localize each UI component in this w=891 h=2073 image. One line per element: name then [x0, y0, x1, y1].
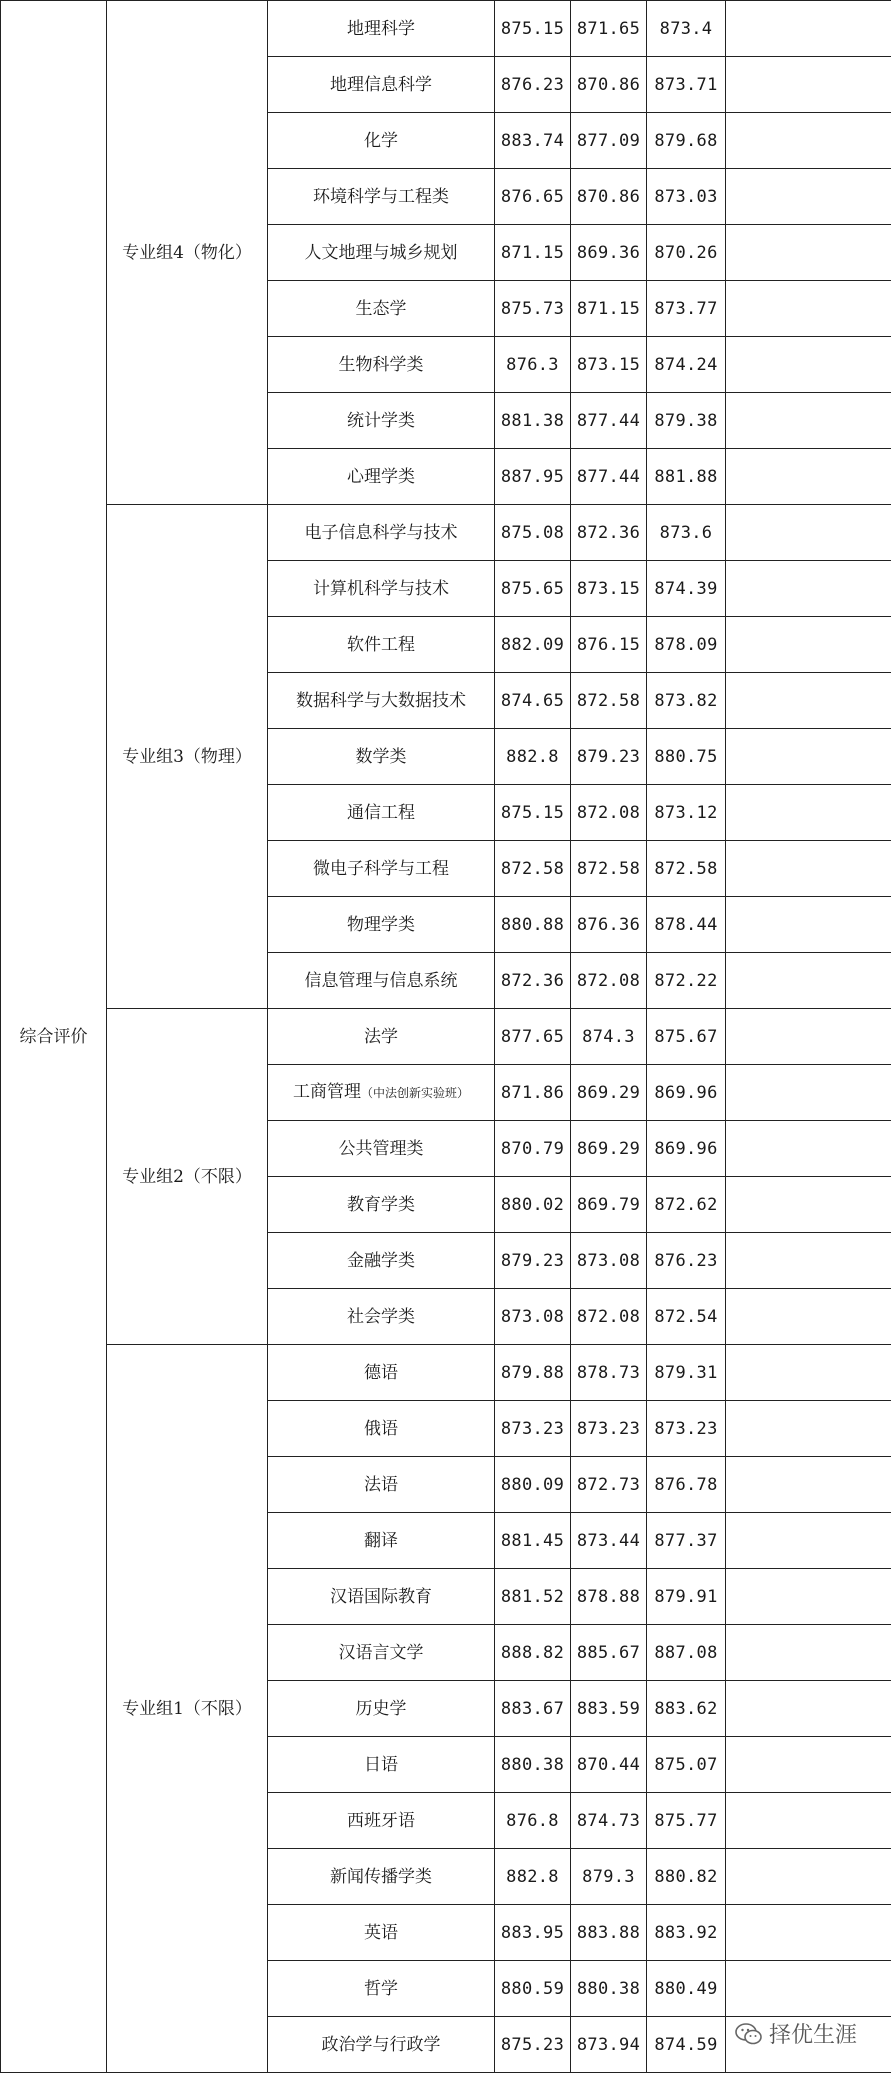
empty-cell: [726, 897, 891, 953]
score-cell-v1: 872.36: [495, 953, 571, 1009]
score-cell-v2: 872.08: [571, 785, 647, 841]
empty-cell: [726, 169, 891, 225]
major-cell: [268, 1905, 495, 1961]
empty-cell: [726, 785, 891, 841]
score-cell-v1: 887.95: [495, 449, 571, 505]
score-cell-v2: 872.08: [571, 953, 647, 1009]
score-cell-v2: 870.86: [571, 169, 647, 225]
empty-cell: [726, 617, 891, 673]
empty-cell: [726, 841, 891, 897]
major-cell: [268, 1401, 495, 1457]
major-cell: [268, 785, 495, 841]
score-cell-v3: 869.96: [647, 1121, 726, 1177]
empty-cell: [726, 1681, 891, 1737]
empty-cell: [726, 1625, 891, 1681]
major-cell: [268, 1681, 495, 1737]
score-cell-v3: 870.26: [647, 225, 726, 281]
major-cell: [268, 1961, 495, 2017]
score-cell-v3: 878.44: [647, 897, 726, 953]
score-cell-v1: 872.58: [495, 841, 571, 897]
empty-cell: [726, 1289, 891, 1345]
major-cell: [268, 1513, 495, 1569]
major-cell: [268, 2017, 495, 2073]
major-name: 汉语言文学: [338, 1642, 424, 1663]
major-name: 计算机科学与技术: [313, 578, 449, 599]
score-cell-v1: 875.15: [495, 785, 571, 841]
score-cell-v1: 879.88: [495, 1345, 571, 1401]
score-cell-v2: 873.44: [571, 1513, 647, 1569]
score-cell-v3: 879.31: [647, 1345, 726, 1401]
score-cell-v1: 876.23: [495, 57, 571, 113]
empty-cell: [726, 1177, 891, 1233]
group-cell: 专业组3（物理）: [107, 505, 268, 1009]
score-cell-v1: 882.8: [495, 729, 571, 785]
empty-cell: [726, 1849, 891, 1905]
major-name: 生态学: [355, 298, 407, 319]
major-name: 法学: [364, 1026, 398, 1047]
major-cell: [268, 281, 495, 337]
major-name: 电子信息科学与技术: [304, 522, 458, 543]
score-cell-v2: 872.36: [571, 505, 647, 561]
empty-cell: [726, 281, 891, 337]
score-cell-v1: 875.73: [495, 281, 571, 337]
major-cell: [268, 1625, 495, 1681]
score-cell-v2: 877.44: [571, 449, 647, 505]
score-cell-v3: 877.37: [647, 1513, 726, 1569]
score-cell-v1: 883.67: [495, 1681, 571, 1737]
major-name: 统计学类: [347, 410, 415, 431]
empty-cell: [726, 953, 891, 1009]
score-cell-v2: 871.65: [571, 1, 647, 57]
score-cell-v3: 872.22: [647, 953, 726, 1009]
category-cell: 综合评价: [1, 1, 107, 2073]
score-cell-v3: 874.24: [647, 337, 726, 393]
group-cell: 专业组2（不限）: [107, 1009, 268, 1345]
major-name: 数学类: [355, 746, 407, 767]
major-cell: [268, 1737, 495, 1793]
score-cell-v2: 883.88: [571, 1905, 647, 1961]
score-cell-v1: 871.15: [495, 225, 571, 281]
score-cell-v2: 877.44: [571, 393, 647, 449]
score-cell-v3: 872.62: [647, 1177, 726, 1233]
score-cell-v3: 878.09: [647, 617, 726, 673]
score-cell-v1: 875.65: [495, 561, 571, 617]
score-cell-v2: 872.73: [571, 1457, 647, 1513]
score-cell-v3: 874.59: [647, 2017, 726, 2073]
major-note: （中法创新实验班）: [360, 1086, 469, 1100]
major-cell: [268, 1793, 495, 1849]
major-cell: [268, 1569, 495, 1625]
score-cell-v1: 881.52: [495, 1569, 571, 1625]
score-cell-v2: 879.23: [571, 729, 647, 785]
major-cell: [268, 505, 495, 561]
empty-cell: [726, 1737, 891, 1793]
empty-cell: [726, 1, 891, 57]
empty-cell: [726, 673, 891, 729]
score-cell-v2: 876.36: [571, 897, 647, 953]
group-cell: 专业组4（物化）: [107, 1, 268, 505]
major-cell: [268, 1121, 495, 1177]
major-cell: [268, 1849, 495, 1905]
score-cell-v1: 870.79: [495, 1121, 571, 1177]
empty-cell: [726, 393, 891, 449]
major-name: 生物科学类: [338, 354, 424, 375]
group-cell: 专业组1（不限）: [107, 1345, 268, 2073]
major-name: 汉语国际教育: [330, 1586, 432, 1607]
score-cell-v1: 880.38: [495, 1737, 571, 1793]
major-cell: [268, 225, 495, 281]
score-cell-v3: 873.12: [647, 785, 726, 841]
major-cell: [268, 1177, 495, 1233]
empty-cell: [726, 1513, 891, 1569]
empty-cell: [726, 1121, 891, 1177]
major-name: 数据科学与大数据技术: [296, 690, 466, 711]
score-cell-v2: 879.3: [571, 1849, 647, 1905]
score-cell-v2: 872.08: [571, 1289, 647, 1345]
score-cell-v2: 869.29: [571, 1121, 647, 1177]
major-name: 哲学: [364, 1978, 398, 1999]
major-cell: [268, 1457, 495, 1513]
major-name: 公共管理类: [338, 1138, 424, 1159]
watermark: [735, 2018, 857, 2049]
major-name: 新闻传播学类: [330, 1866, 432, 1887]
major-name: 物理学类: [347, 914, 415, 935]
major-name: 金融学类: [347, 1250, 415, 1271]
score-cell-v3: 873.6: [647, 505, 726, 561]
score-cell-v3: 880.82: [647, 1849, 726, 1905]
major-cell: [268, 953, 495, 1009]
score-cell-v1: 873.23: [495, 1401, 571, 1457]
major-name: 俄语: [364, 1418, 398, 1439]
empty-cell: [726, 1905, 891, 1961]
score-cell-v3: 872.54: [647, 1289, 726, 1345]
watermark-text: 择优生涯: [768, 2023, 857, 2048]
major-cell: [268, 841, 495, 897]
table-row: [1, 1, 891, 57]
empty-cell: [726, 1457, 891, 1513]
score-cell-v3: 873.82: [647, 673, 726, 729]
score-cell-v2: 869.29: [571, 1065, 647, 1121]
score-cell-v2: 872.58: [571, 841, 647, 897]
major-name: 心理学类: [347, 466, 415, 487]
major-name: 微电子科学与工程: [313, 858, 449, 879]
major-name: 化学: [364, 130, 398, 151]
score-cell-v1: 882.09: [495, 617, 571, 673]
major-name: 环境科学与工程类: [313, 186, 449, 207]
empty-cell: [726, 1233, 891, 1289]
major-name: 法语: [364, 1474, 398, 1495]
wechat-icon: [735, 2022, 763, 2046]
major-name: 教育学类: [347, 1194, 415, 1215]
table-row: [1, 1009, 891, 1065]
score-cell-v1: 875.15: [495, 1, 571, 57]
empty-cell: [726, 1345, 891, 1401]
score-cell-v1: 882.8: [495, 1849, 571, 1905]
score-cell-v3: 876.23: [647, 1233, 726, 1289]
score-cell-v2: 885.67: [571, 1625, 647, 1681]
major-name: 翻译: [364, 1530, 398, 1551]
score-cell-v1: 881.45: [495, 1513, 571, 1569]
score-cell-v3: 883.92: [647, 1905, 726, 1961]
major-cell: [268, 1345, 495, 1401]
major-name: 历史学: [355, 1698, 407, 1719]
major-cell: [268, 57, 495, 113]
score-cell-v3: 873.4: [647, 1, 726, 57]
major-cell: [268, 1289, 495, 1345]
score-cell-v1: 876.8: [495, 1793, 571, 1849]
empty-cell: [726, 57, 891, 113]
major-name: 工商管理: [292, 1082, 361, 1102]
score-cell-v2: 872.58: [571, 673, 647, 729]
score-cell-v3: 873.77: [647, 281, 726, 337]
major-cell: [268, 673, 495, 729]
empty-cell: [726, 1961, 891, 2017]
score-cell-v1: 871.86: [495, 1065, 571, 1121]
empty-cell: [726, 1009, 891, 1065]
empty-cell: [726, 729, 891, 785]
score-cell-v1: 876.65: [495, 169, 571, 225]
score-cell-v1: 880.09: [495, 1457, 571, 1513]
major-name: 地理科学: [347, 18, 415, 39]
score-cell-v3: 875.67: [647, 1009, 726, 1065]
empty-cell: [726, 505, 891, 561]
major-cell: [268, 449, 495, 505]
major-name: 德语: [364, 1362, 398, 1383]
major-cell: [268, 393, 495, 449]
major-cell: [268, 897, 495, 953]
major-name: 西班牙语: [347, 1810, 415, 1831]
score-cell-v1: 883.74: [495, 113, 571, 169]
score-cell-v1: 880.02: [495, 1177, 571, 1233]
score-cell-v2: 873.15: [571, 561, 647, 617]
score-cell-v3: 873.23: [647, 1401, 726, 1457]
score-cell-v1: 873.08: [495, 1289, 571, 1345]
major-name: 通信工程: [347, 802, 415, 823]
major-cell: [268, 1065, 495, 1121]
major-name: 软件工程: [347, 634, 415, 655]
major-cell: [268, 1009, 495, 1065]
score-cell-v2: 874.3: [571, 1009, 647, 1065]
empty-cell: [726, 1065, 891, 1121]
major-name: 政治学与行政学: [321, 2034, 441, 2055]
score-cell-v3: 875.77: [647, 1793, 726, 1849]
major-name: 社会学类: [347, 1306, 415, 1327]
empty-cell: [726, 1793, 891, 1849]
score-cell-v2: 880.38: [571, 1961, 647, 2017]
score-cell-v2: 873.23: [571, 1401, 647, 1457]
score-cell-v3: 875.07: [647, 1737, 726, 1793]
score-cell-v1: 883.95: [495, 1905, 571, 1961]
score-cell-v3: 872.58: [647, 841, 726, 897]
score-cell-v2: 869.36: [571, 225, 647, 281]
score-cell-v1: 875.08: [495, 505, 571, 561]
empty-cell: [726, 1401, 891, 1457]
score-cell-v1: 879.23: [495, 1233, 571, 1289]
score-cell-v2: 878.73: [571, 1345, 647, 1401]
major-name: 地理信息科学: [330, 74, 432, 95]
score-cell-v3: 874.39: [647, 561, 726, 617]
score-cell-v3: 880.75: [647, 729, 726, 785]
score-cell-v3: 881.88: [647, 449, 726, 505]
score-cell-v3: 873.03: [647, 169, 726, 225]
empty-cell: [726, 225, 891, 281]
table-row: [1, 505, 891, 561]
score-cell-v2: 869.79: [571, 1177, 647, 1233]
score-cell-v1: 881.38: [495, 393, 571, 449]
score-cell-v1: 877.65: [495, 1009, 571, 1065]
score-cell-v2: 873.15: [571, 337, 647, 393]
score-cell-v3: 879.38: [647, 393, 726, 449]
score-cell-v2: 877.09: [571, 113, 647, 169]
score-cell-v3: 869.96: [647, 1065, 726, 1121]
score-cell-v2: 876.15: [571, 617, 647, 673]
score-cell-v3: 879.91: [647, 1569, 726, 1625]
score-cell-v3: 880.49: [647, 1961, 726, 2017]
empty-cell: [726, 337, 891, 393]
major-cell: [268, 337, 495, 393]
major-cell: [268, 617, 495, 673]
score-cell-v2: 870.44: [571, 1737, 647, 1793]
score-cell-v1: 880.88: [495, 897, 571, 953]
score-cell-v3: 873.71: [647, 57, 726, 113]
score-cell-v1: 874.65: [495, 673, 571, 729]
empty-cell: [726, 561, 891, 617]
score-cell-v2: 883.59: [571, 1681, 647, 1737]
major-cell: [268, 113, 495, 169]
major-name: 日语: [364, 1754, 398, 1775]
major-name: 人文地理与城乡规划: [304, 242, 458, 263]
major-cell: [268, 1233, 495, 1289]
score-cell-v2: 878.88: [571, 1569, 647, 1625]
score-cell-v1: 880.59: [495, 1961, 571, 2017]
score-cell-v1: 888.82: [495, 1625, 571, 1681]
major-name: 信息管理与信息系统: [304, 970, 458, 991]
score-cell-v2: 871.15: [571, 281, 647, 337]
empty-cell: [726, 449, 891, 505]
score-cell-v2: 873.08: [571, 1233, 647, 1289]
score-cell-v3: 887.08: [647, 1625, 726, 1681]
score-cell-v3: 876.78: [647, 1457, 726, 1513]
score-table-body: [1, 1, 891, 2073]
empty-cell: [726, 1569, 891, 1625]
major-cell: [268, 1, 495, 57]
major-cell: [268, 729, 495, 785]
score-cell-v3: 883.62: [647, 1681, 726, 1737]
score-cell-v2: 873.94: [571, 2017, 647, 2073]
score-cell-v2: 870.86: [571, 57, 647, 113]
empty-cell: [726, 113, 891, 169]
score-cell-v2: 874.73: [571, 1793, 647, 1849]
score-cell-v3: 879.68: [647, 113, 726, 169]
major-cell: [268, 561, 495, 617]
score-cell-v1: 875.23: [495, 2017, 571, 2073]
table-row: [1, 1345, 891, 1401]
score-cell-v1: 876.3: [495, 337, 571, 393]
major-name: 英语: [364, 1922, 398, 1943]
major-cell: [268, 169, 495, 225]
